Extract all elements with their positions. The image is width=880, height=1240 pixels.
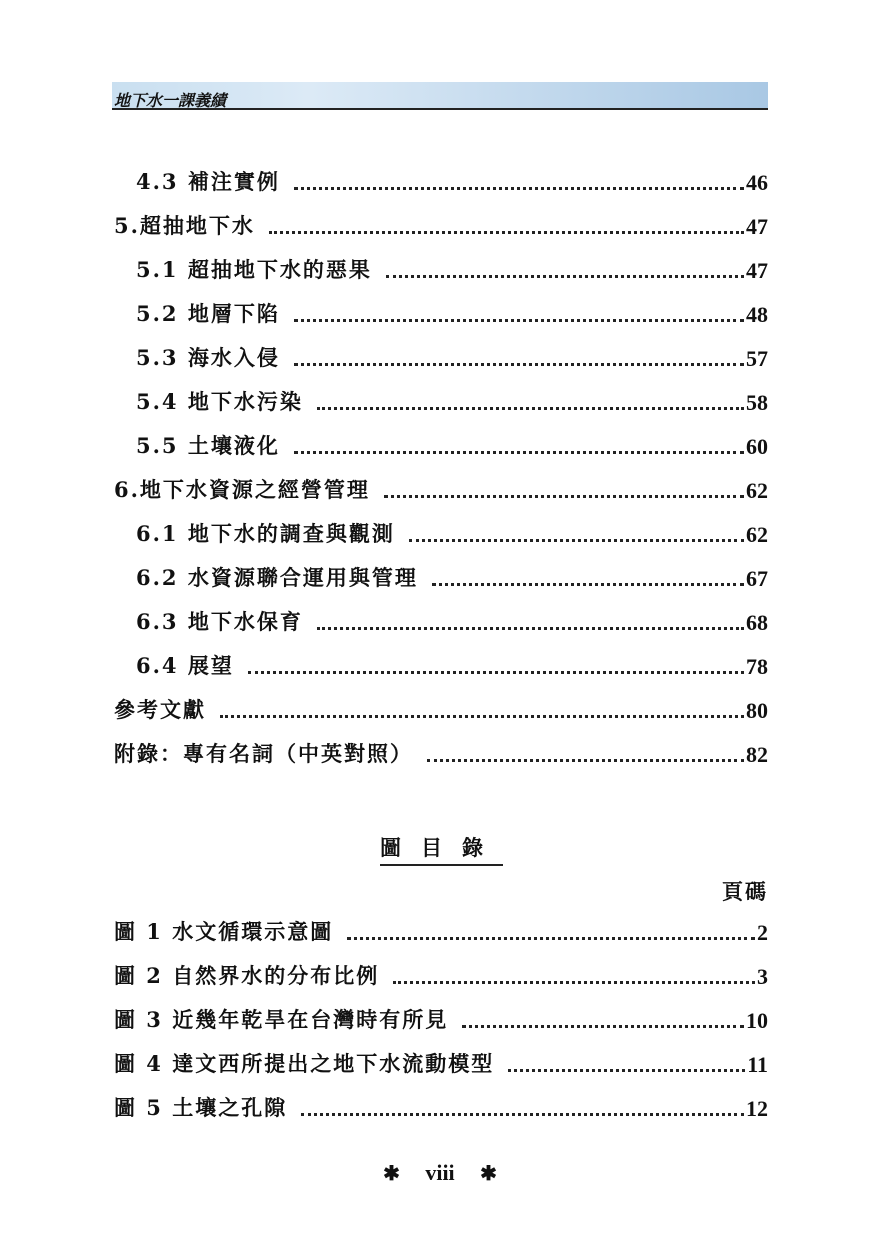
dot-leader — [294, 451, 744, 454]
entry-label: 圖 5 土壤之孔隙 — [114, 1095, 288, 1120]
entry-page-number: 47 — [746, 214, 768, 239]
entry-page-number: 82 — [746, 742, 768, 767]
entry-page-number: 46 — [746, 170, 768, 195]
entry-page-number: 58 — [746, 390, 768, 415]
toc-row — [136, 342, 768, 372]
dot-leader — [220, 715, 744, 718]
toc-row — [114, 1092, 768, 1122]
page-column-label: 頁碼 — [722, 879, 768, 904]
dot-leader — [248, 671, 744, 674]
dot-leader — [508, 1069, 745, 1072]
entry-page-number: 10 — [746, 1008, 768, 1033]
dot-leader — [317, 627, 744, 630]
entry-page-number: 62 — [746, 478, 768, 503]
toc-row — [136, 606, 768, 636]
page-footer — [0, 1160, 880, 1186]
entry-label: 圖 2 自然界水的分布比例 — [114, 963, 380, 988]
toc-row — [114, 960, 768, 990]
entry-page-number: 2 — [757, 920, 768, 945]
footer-ornament-left: ✱ — [383, 1163, 400, 1185]
entry-label: 5.2 地層下陷 — [136, 301, 280, 326]
entry-page-number: 11 — [747, 1052, 768, 1077]
entry-page-number: 80 — [746, 698, 768, 723]
dot-leader — [384, 495, 744, 498]
toc-row — [136, 254, 768, 284]
entry-page-number: 68 — [746, 610, 768, 635]
dot-leader — [294, 363, 744, 366]
entry-label: 4.3 補注實例 — [136, 169, 280, 194]
toc-row — [114, 738, 768, 768]
toc-row — [136, 430, 768, 460]
dot-leader — [317, 407, 744, 410]
page-number: viii — [425, 1160, 455, 1185]
entry-label: 圖 4 達文西所提出之地下水流動模型 — [114, 1051, 495, 1076]
entry-label: 圖 3 近幾年乾旱在台灣時有所見 — [114, 1007, 449, 1032]
dot-leader — [393, 981, 755, 984]
dot-leader — [269, 231, 744, 234]
toc-row — [136, 518, 768, 548]
entry-label: 5.超抽地下水 — [114, 213, 255, 238]
entry-label: 6.地下水資源之經營管理 — [114, 477, 370, 502]
footer-ornament-right: ✱ — [480, 1163, 497, 1185]
dot-leader — [301, 1113, 744, 1116]
entry-page-number: 47 — [746, 258, 768, 283]
entry-label: 6.3 地下水保育 — [136, 609, 303, 634]
toc-row — [136, 650, 768, 680]
toc-row — [114, 210, 768, 240]
toc-row — [114, 1004, 768, 1034]
dot-leader — [294, 319, 744, 322]
entry-label: 5.1 超抽地下水的惡果 — [136, 257, 372, 282]
entry-page-number: 62 — [746, 522, 768, 547]
toc-row — [136, 562, 768, 592]
toc-row — [114, 1048, 768, 1078]
dot-leader — [432, 583, 744, 586]
entry-page-number: 57 — [746, 346, 768, 371]
toc-row — [114, 694, 768, 724]
toc-row — [114, 474, 768, 504]
toc-row — [114, 916, 768, 946]
entry-page-number: 3 — [757, 964, 768, 989]
dot-leader — [427, 759, 744, 762]
entry-page-number: 12 — [746, 1096, 768, 1121]
entry-page-number: 78 — [746, 654, 768, 679]
entry-page-number: 48 — [746, 302, 768, 327]
dot-leader — [294, 187, 744, 190]
dot-leader — [386, 275, 744, 278]
entry-label: 參考文獻 — [114, 697, 206, 722]
toc-row — [136, 298, 768, 328]
dot-leader — [462, 1025, 744, 1028]
entry-label: 5.3 海水入侵 — [136, 345, 280, 370]
dot-leader — [409, 539, 744, 542]
entry-page-number: 67 — [746, 566, 768, 591]
dot-leader — [347, 937, 755, 940]
figure-list-title: 圖目錄 — [380, 832, 503, 866]
entry-label: 5.4 地下水污染 — [136, 389, 303, 414]
entry-label: 6.1 地下水的調查與觀測 — [136, 521, 395, 546]
entry-label: 圖 1 水文循環示意圖 — [114, 919, 334, 944]
entry-label: 6.2 水資源聯合運用與管理 — [136, 565, 418, 590]
entry-label: 6.4 展望 — [136, 653, 234, 678]
entry-page-number: 60 — [746, 434, 768, 459]
running-header-title: 地下水一課義績 — [114, 91, 227, 110]
toc-row — [136, 166, 768, 196]
toc-row — [136, 386, 768, 416]
entry-label: 5.5 土壤液化 — [136, 433, 280, 458]
entry-label: 附錄：專有名詞（中英對照） — [114, 741, 413, 766]
